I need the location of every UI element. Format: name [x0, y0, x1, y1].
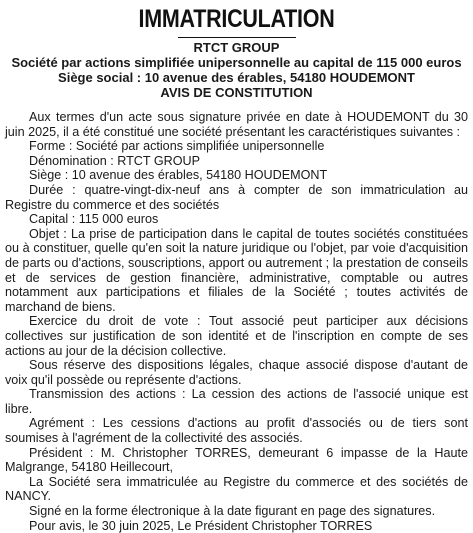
paragraph-purpose: Objet : La prise de participation dans le capital de toutes sociétés constituées ou à constituer, quelle qu'en soit la nature juridique ou l'objet, par voie d'acquisition de parts ou d'actions, souscriptions, apport ou autrement ; la prestation de conseils et de services de gestion financière, administrative, comptable ou autres notamment aux participations et filiales de la Société ; toutes activités de marchand de biens.: [5, 226, 468, 314]
heading-divider: [178, 37, 296, 38]
notice-header: [5, 40, 468, 100]
paragraph-president: Président : M. Christopher TORRES, demeurant 6 impasse de la Haute Malgrange, 54180 Heillecourt,: [5, 445, 468, 475]
paragraph-voting-right: Exercice du droit de vote : Tout associé peut participer aux décisions collectives sur justification de son identité et de l'inscription en compte de ses actions au jour de la décision collective.: [5, 314, 468, 358]
paragraph-duration: Durée : quatre-vingt-dix-neuf ans à compter de son immatriculation au Registre du commerce et des sociétés: [5, 182, 468, 212]
paragraph-signature: Signé en la forme électronique à la date figurant en page des signatures.: [29, 504, 436, 519]
paragraph-votes: Sous réserve des dispositions légales, chaque associé dispose d'autant de voix qu'il possède ou représente d'actions.: [5, 358, 468, 387]
paragraph-intro: Aux termes d'un acte sous signature privée en date à HOUDEMONT du 30 juin 2025, il a été constitué une société présentant les caractéristiques suivantes :: [5, 110, 468, 139]
paragraph-closing: Pour avis, le 30 juin 2025, Le Président Christopher TORRES: [29, 518, 373, 533]
paragraph-seat: Siège : 10 avenue des érables, 54180 HOUDEMONT: [29, 168, 328, 183]
paragraph-share-transfer: Transmission des actions : La cession des actions de l'associé unique est libre.: [5, 387, 468, 416]
company-name: RTCT GROUP: [193, 40, 280, 55]
paragraph-denomination: Dénomination : RTCT GROUP: [29, 153, 201, 168]
paragraph-form: Forme : Société par actions simplifiée unipersonnelle: [29, 139, 325, 154]
notice-heading: IMMATRICULATION: [138, 5, 335, 33]
notice-body: [5, 110, 468, 533]
notice-type: AVIS DE CONSTITUTION: [160, 85, 313, 100]
paragraph-approval: Agrément : Les cessions d'actions au profit d'associés ou de tiers sont soumises à l'agrément de la collectivité des associés.: [5, 416, 468, 446]
registered-office: Siège social : 10 avenue des érables, 54180 HOUDEMONT: [58, 70, 415, 85]
paragraph-registration: La Société sera immatriculée au Registre du commerce et des sociétés de NANCY.: [5, 474, 468, 504]
company-form-capital: Société par actions simplifiée unipersonnelle au capital de 115 000 euros: [11, 55, 462, 70]
paragraph-capital: Capital : 115 000 euros: [29, 212, 159, 227]
